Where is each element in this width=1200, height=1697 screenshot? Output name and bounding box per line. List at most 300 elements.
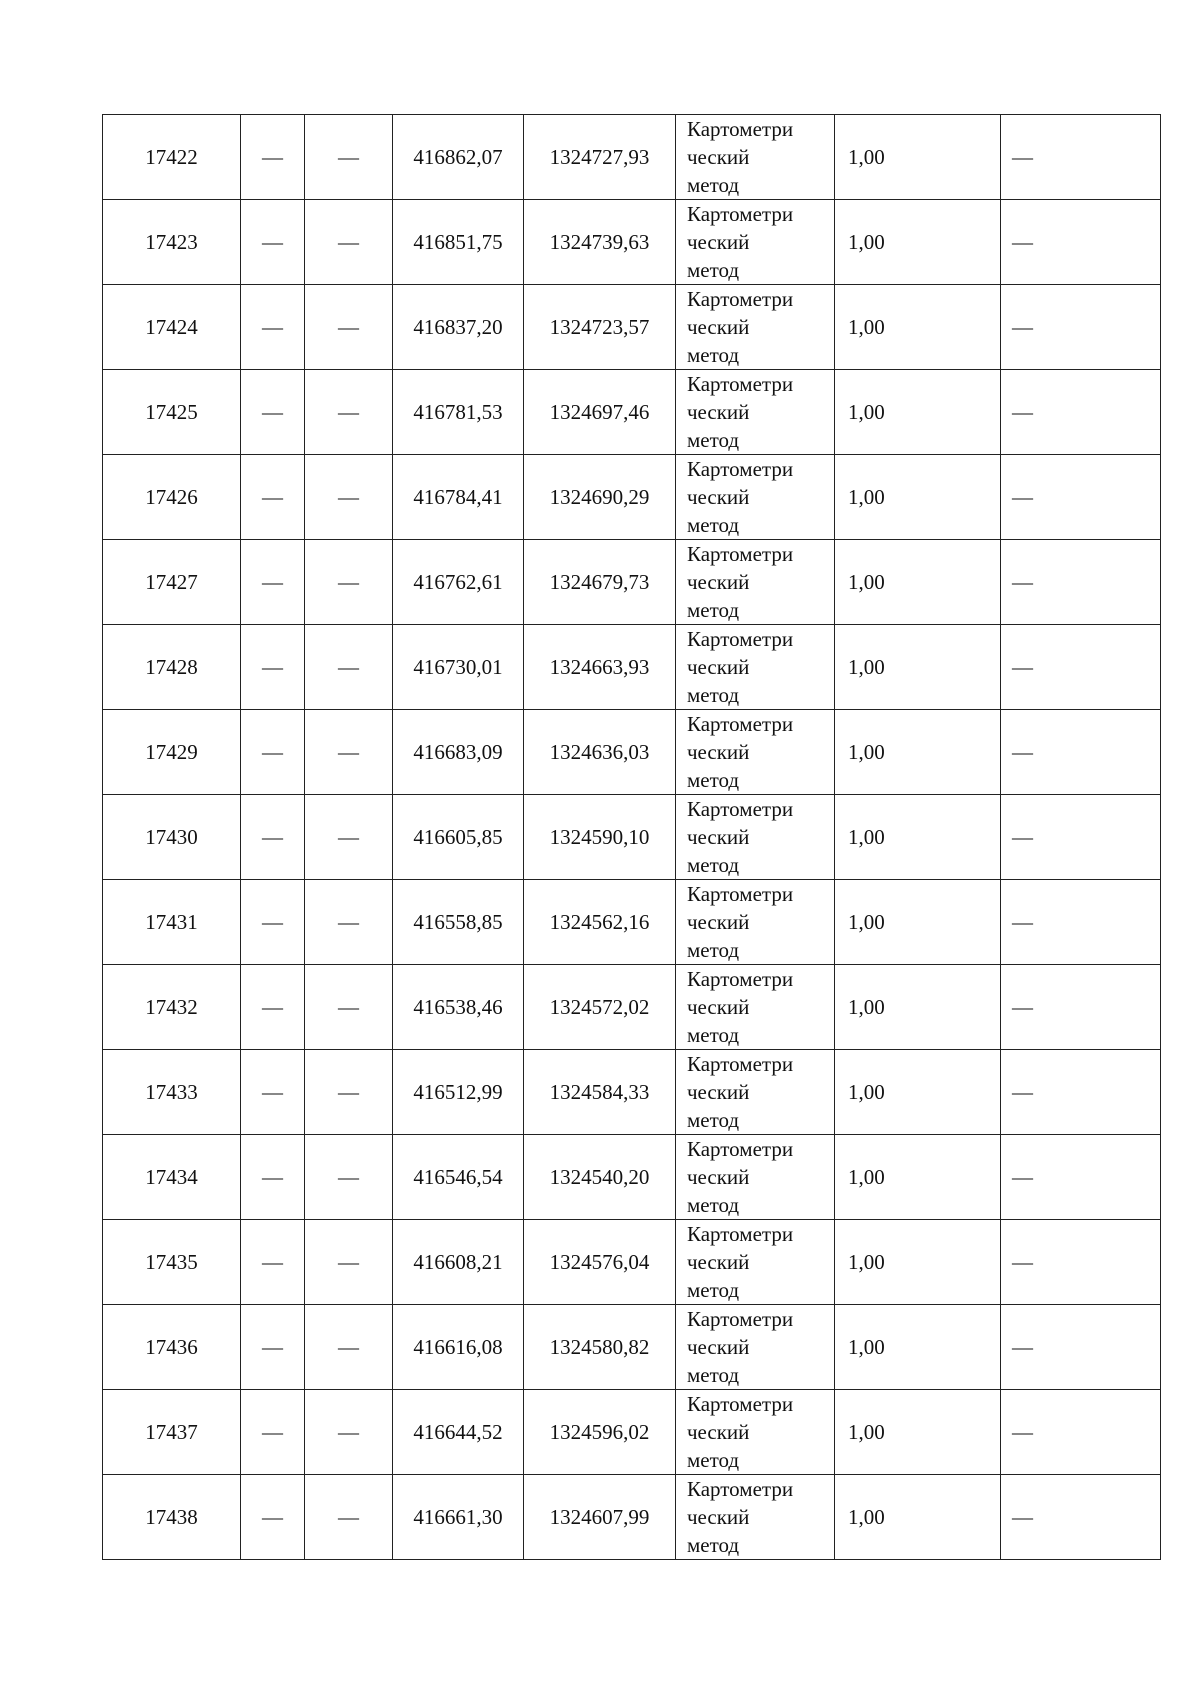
empty-dash-text: — xyxy=(338,315,359,339)
empty-dash-text: — xyxy=(262,400,283,424)
table-row xyxy=(103,880,1161,965)
accuracy-cell xyxy=(835,1135,1001,1220)
empty-dash-cell xyxy=(1001,370,1161,455)
empty-dash-cell xyxy=(241,1220,305,1305)
empty-dash-cell xyxy=(241,285,305,370)
empty-dash-text: — xyxy=(338,825,359,849)
accuracy-text: 1,00 xyxy=(848,400,885,424)
point-number-cell xyxy=(103,710,241,795)
point-number-text: 17423 xyxy=(145,230,198,254)
method-text-line: метод xyxy=(687,683,740,707)
coordinates-table xyxy=(102,114,1161,1560)
accuracy-text: 1,00 xyxy=(848,1505,885,1529)
method-cell xyxy=(676,1305,835,1390)
point-number-text: 17427 xyxy=(145,570,198,594)
empty-dash-text: — xyxy=(338,1420,359,1444)
method-text-line: метод xyxy=(687,1533,740,1557)
method-text-line: Картометри xyxy=(687,1307,794,1331)
empty-dash-cell xyxy=(305,880,393,965)
table-row xyxy=(103,285,1161,370)
method-text-line: Картометри xyxy=(687,372,794,396)
y-coordinate-text: 1324739,63 xyxy=(549,230,650,254)
y-coordinate-cell xyxy=(524,1220,676,1305)
x-coordinate-cell xyxy=(393,880,524,965)
method-cell xyxy=(676,1390,835,1475)
method-text-line: ческий xyxy=(687,825,750,849)
point-number-text: 17433 xyxy=(145,1080,198,1104)
method-text-line: метод xyxy=(687,258,740,282)
x-coordinate-text: 416837,20 xyxy=(413,315,503,339)
method-text-line: метод xyxy=(687,1363,740,1387)
empty-dash-cell xyxy=(305,200,393,285)
method-text-line: метод xyxy=(687,173,740,197)
method-text-line: Картометри xyxy=(687,797,794,821)
y-coordinate-text: 1324723,57 xyxy=(549,315,650,339)
method-cell xyxy=(676,455,835,540)
empty-dash-text: — xyxy=(262,995,283,1019)
empty-dash-cell xyxy=(241,540,305,625)
y-coordinate-text: 1324607,99 xyxy=(549,1505,650,1529)
table-row xyxy=(103,540,1161,625)
empty-dash-text: — xyxy=(338,910,359,934)
method-text-line: метод xyxy=(687,853,740,877)
point-number-cell xyxy=(103,880,241,965)
y-coordinate-cell xyxy=(524,1305,676,1390)
x-coordinate-text: 416605,85 xyxy=(413,825,503,849)
table-row xyxy=(103,1135,1161,1220)
empty-dash-cell xyxy=(241,1305,305,1390)
method-cell xyxy=(676,1475,835,1560)
empty-dash-cell xyxy=(305,1305,393,1390)
table-row xyxy=(103,710,1161,795)
empty-dash-cell xyxy=(305,370,393,455)
accuracy-text: 1,00 xyxy=(848,825,885,849)
empty-dash-cell xyxy=(241,710,305,795)
accuracy-text: 1,00 xyxy=(848,570,885,594)
y-coordinate-text: 1324580,82 xyxy=(549,1335,650,1359)
empty-dash-text: — xyxy=(338,995,359,1019)
method-text-line: метод xyxy=(687,428,740,452)
accuracy-cell xyxy=(835,1220,1001,1305)
x-coordinate-text: 416851,75 xyxy=(413,230,503,254)
empty-dash-text: — xyxy=(1012,485,1033,509)
empty-dash-text: — xyxy=(262,1165,283,1189)
point-number-cell xyxy=(103,1475,241,1560)
accuracy-cell xyxy=(835,200,1001,285)
empty-dash-text: — xyxy=(338,485,359,509)
point-number-text: 17426 xyxy=(145,485,198,509)
method-cell xyxy=(676,965,835,1050)
method-text-line: метод xyxy=(687,1023,740,1047)
point-number-cell xyxy=(103,455,241,540)
method-cell xyxy=(676,625,835,710)
empty-dash-text: — xyxy=(1012,655,1033,679)
method-text-line: ческий xyxy=(687,1420,750,1444)
accuracy-text: 1,00 xyxy=(848,1165,885,1189)
empty-dash-text: — xyxy=(1012,1335,1033,1359)
accuracy-text: 1,00 xyxy=(848,230,885,254)
empty-dash-text: — xyxy=(338,740,359,764)
method-text-line: ческий xyxy=(687,1080,750,1104)
method-text-line: ческий xyxy=(687,400,750,424)
table-row xyxy=(103,1220,1161,1305)
y-coordinate-text: 1324540,20 xyxy=(549,1165,650,1189)
x-coordinate-text: 416512,99 xyxy=(413,1080,503,1104)
table-row xyxy=(103,1475,1161,1560)
empty-dash-text: — xyxy=(1012,1165,1033,1189)
x-coordinate-cell xyxy=(393,370,524,455)
x-coordinate-cell xyxy=(393,285,524,370)
accuracy-cell xyxy=(835,1390,1001,1475)
method-text-line: ческий xyxy=(687,570,750,594)
empty-dash-text: — xyxy=(338,655,359,679)
empty-dash-cell xyxy=(1001,625,1161,710)
x-coordinate-cell xyxy=(393,965,524,1050)
y-coordinate-cell xyxy=(524,795,676,880)
empty-dash-text: — xyxy=(262,485,283,509)
method-text-line: метод xyxy=(687,343,740,367)
method-text-line: Картометри xyxy=(687,542,794,566)
point-number-cell xyxy=(103,200,241,285)
y-coordinate-text: 1324690,29 xyxy=(549,485,650,509)
y-coordinate-text: 1324576,04 xyxy=(549,1250,650,1274)
accuracy-text: 1,00 xyxy=(848,1250,885,1274)
x-coordinate-text: 416616,08 xyxy=(413,1335,503,1359)
accuracy-text: 1,00 xyxy=(848,740,885,764)
y-coordinate-text: 1324679,73 xyxy=(549,570,650,594)
empty-dash-cell xyxy=(305,115,393,200)
method-text-line: ческий xyxy=(687,655,750,679)
point-number-cell xyxy=(103,1220,241,1305)
empty-dash-cell xyxy=(305,625,393,710)
accuracy-cell xyxy=(835,795,1001,880)
method-text-line: Картометри xyxy=(687,202,794,226)
y-coordinate-cell xyxy=(524,965,676,1050)
empty-dash-text: — xyxy=(1012,910,1033,934)
x-coordinate-cell xyxy=(393,1305,524,1390)
empty-dash-cell xyxy=(305,455,393,540)
method-text-line: Картометри xyxy=(687,1392,794,1416)
empty-dash-cell xyxy=(241,1050,305,1135)
empty-dash-text: — xyxy=(338,1505,359,1529)
method-text-line: Картометри xyxy=(687,287,794,311)
empty-dash-text: — xyxy=(262,910,283,934)
accuracy-cell xyxy=(835,710,1001,795)
empty-dash-text: — xyxy=(262,315,283,339)
point-number-text: 17428 xyxy=(145,655,198,679)
empty-dash-text: — xyxy=(262,1335,283,1359)
y-coordinate-cell xyxy=(524,1135,676,1220)
y-coordinate-cell xyxy=(524,880,676,965)
x-coordinate-cell xyxy=(393,1220,524,1305)
empty-dash-text: — xyxy=(338,1250,359,1274)
empty-dash-cell xyxy=(241,1135,305,1220)
table-row xyxy=(103,1050,1161,1135)
empty-dash-cell xyxy=(305,1050,393,1135)
point-number-cell xyxy=(103,625,241,710)
x-coordinate-cell xyxy=(393,625,524,710)
empty-dash-text: — xyxy=(262,1420,283,1444)
empty-dash-cell xyxy=(1001,880,1161,965)
point-number-cell xyxy=(103,115,241,200)
accuracy-text: 1,00 xyxy=(848,1420,885,1444)
empty-dash-cell xyxy=(241,200,305,285)
empty-dash-cell xyxy=(305,965,393,1050)
empty-dash-text: — xyxy=(262,230,283,254)
empty-dash-text: — xyxy=(1012,1080,1033,1104)
x-coordinate-cell xyxy=(393,710,524,795)
empty-dash-cell xyxy=(241,1390,305,1475)
empty-dash-text: — xyxy=(338,400,359,424)
table-row xyxy=(103,1390,1161,1475)
empty-dash-cell xyxy=(1001,795,1161,880)
method-text-line: метод xyxy=(687,1108,740,1132)
empty-dash-text: — xyxy=(338,1335,359,1359)
y-coordinate-cell xyxy=(524,540,676,625)
empty-dash-cell xyxy=(1001,115,1161,200)
empty-dash-cell xyxy=(305,1475,393,1560)
x-coordinate-text: 416781,53 xyxy=(413,400,503,424)
method-cell xyxy=(676,1050,835,1135)
empty-dash-cell xyxy=(305,285,393,370)
method-text-line: ческий xyxy=(687,485,750,509)
method-text-line: ческий xyxy=(687,740,750,764)
accuracy-text: 1,00 xyxy=(848,1335,885,1359)
empty-dash-text: — xyxy=(262,570,283,594)
x-coordinate-text: 416730,01 xyxy=(413,655,503,679)
empty-dash-text: — xyxy=(262,655,283,679)
y-coordinate-cell xyxy=(524,1390,676,1475)
method-text-line: Картометри xyxy=(687,1477,794,1501)
empty-dash-text: — xyxy=(338,570,359,594)
method-text-line: метод xyxy=(687,1448,740,1472)
point-number-cell xyxy=(103,370,241,455)
x-coordinate-cell xyxy=(393,795,524,880)
x-coordinate-text: 416558,85 xyxy=(413,910,503,934)
table-body xyxy=(103,115,1161,1560)
y-coordinate-cell xyxy=(524,1050,676,1135)
accuracy-cell xyxy=(835,540,1001,625)
point-number-cell xyxy=(103,1305,241,1390)
method-cell xyxy=(676,200,835,285)
point-number-text: 17435 xyxy=(145,1250,198,1274)
method-text-line: метод xyxy=(687,1193,740,1217)
empty-dash-cell xyxy=(241,965,305,1050)
empty-dash-text: — xyxy=(1012,230,1033,254)
empty-dash-text: — xyxy=(1012,400,1033,424)
empty-dash-cell xyxy=(305,1220,393,1305)
point-number-cell xyxy=(103,965,241,1050)
method-text-line: ческий xyxy=(687,1250,750,1274)
accuracy-cell xyxy=(835,115,1001,200)
empty-dash-cell xyxy=(1001,200,1161,285)
x-coordinate-text: 416538,46 xyxy=(413,995,503,1019)
point-number-text: 17437 xyxy=(145,1420,198,1444)
empty-dash-text: — xyxy=(1012,145,1033,169)
point-number-cell xyxy=(103,795,241,880)
method-cell xyxy=(676,795,835,880)
x-coordinate-text: 416683,09 xyxy=(413,740,503,764)
accuracy-cell xyxy=(835,965,1001,1050)
point-number-cell xyxy=(103,1050,241,1135)
empty-dash-cell xyxy=(305,1390,393,1475)
empty-dash-cell xyxy=(241,795,305,880)
y-coordinate-text: 1324636,03 xyxy=(549,740,650,764)
empty-dash-cell xyxy=(305,1135,393,1220)
point-number-text: 17429 xyxy=(145,740,198,764)
accuracy-text: 1,00 xyxy=(848,145,885,169)
point-number-text: 17434 xyxy=(145,1165,198,1189)
empty-dash-cell xyxy=(1001,1135,1161,1220)
accuracy-cell xyxy=(835,1305,1001,1390)
empty-dash-cell xyxy=(305,795,393,880)
method-text-line: ческий xyxy=(687,995,750,1019)
accuracy-text: 1,00 xyxy=(848,910,885,934)
y-coordinate-cell xyxy=(524,455,676,540)
method-text-line: Картометри xyxy=(687,882,794,906)
method-cell xyxy=(676,370,835,455)
accuracy-cell xyxy=(835,880,1001,965)
method-text-line: Картометри xyxy=(687,1052,794,1076)
method-text-line: Картометри xyxy=(687,1137,794,1161)
table-row xyxy=(103,1305,1161,1390)
point-number-cell xyxy=(103,1135,241,1220)
document-page xyxy=(102,114,1161,1560)
point-number-cell xyxy=(103,285,241,370)
point-number-text: 17430 xyxy=(145,825,198,849)
empty-dash-text: — xyxy=(1012,315,1033,339)
method-text-line: Картометри xyxy=(687,627,794,651)
point-number-text: 17422 xyxy=(145,145,198,169)
method-text-line: Картометри xyxy=(687,712,794,736)
empty-dash-cell xyxy=(1001,1050,1161,1135)
empty-dash-cell xyxy=(1001,1305,1161,1390)
point-number-text: 17431 xyxy=(145,910,198,934)
empty-dash-cell xyxy=(241,115,305,200)
method-cell xyxy=(676,1220,835,1305)
x-coordinate-text: 416546,54 xyxy=(413,1165,503,1189)
empty-dash-text: — xyxy=(1012,995,1033,1019)
point-number-cell xyxy=(103,540,241,625)
empty-dash-text: — xyxy=(338,1165,359,1189)
empty-dash-text: — xyxy=(338,145,359,169)
empty-dash-cell xyxy=(1001,455,1161,540)
method-text-line: ческий xyxy=(687,145,750,169)
y-coordinate-cell xyxy=(524,625,676,710)
method-text-line: метод xyxy=(687,1278,740,1302)
method-text-line: ческий xyxy=(687,230,750,254)
method-cell xyxy=(676,115,835,200)
table-row xyxy=(103,370,1161,455)
x-coordinate-cell xyxy=(393,1475,524,1560)
method-text-line: метод xyxy=(687,768,740,792)
accuracy-cell xyxy=(835,1475,1001,1560)
empty-dash-cell xyxy=(1001,285,1161,370)
method-text-line: Картометри xyxy=(687,1222,794,1246)
y-coordinate-text: 1324562,16 xyxy=(549,910,650,934)
method-text-line: ческий xyxy=(687,315,750,339)
y-coordinate-cell xyxy=(524,1475,676,1560)
accuracy-cell xyxy=(835,285,1001,370)
x-coordinate-cell xyxy=(393,455,524,540)
y-coordinate-text: 1324584,33 xyxy=(549,1080,650,1104)
x-coordinate-cell xyxy=(393,115,524,200)
y-coordinate-cell xyxy=(524,710,676,795)
x-coordinate-cell xyxy=(393,1050,524,1135)
method-text-line: метод xyxy=(687,938,740,962)
empty-dash-cell xyxy=(1001,1475,1161,1560)
empty-dash-text: — xyxy=(1012,825,1033,849)
x-coordinate-cell xyxy=(393,200,524,285)
empty-dash-cell xyxy=(1001,1220,1161,1305)
method-text-line: метод xyxy=(687,513,740,537)
x-coordinate-cell xyxy=(393,1135,524,1220)
empty-dash-text: — xyxy=(1012,1420,1033,1444)
table-row xyxy=(103,200,1161,285)
accuracy-cell xyxy=(835,455,1001,540)
y-coordinate-cell xyxy=(524,370,676,455)
y-coordinate-text: 1324590,10 xyxy=(549,825,650,849)
point-number-text: 17425 xyxy=(145,400,198,424)
x-coordinate-text: 416862,07 xyxy=(413,145,503,169)
table-row xyxy=(103,795,1161,880)
empty-dash-text: — xyxy=(338,230,359,254)
empty-dash-text: — xyxy=(1012,740,1033,764)
method-cell xyxy=(676,710,835,795)
y-coordinate-cell xyxy=(524,200,676,285)
method-text-line: Картометри xyxy=(687,457,794,481)
point-number-text: 17424 xyxy=(145,315,198,339)
empty-dash-cell xyxy=(241,455,305,540)
empty-dash-text: — xyxy=(1012,570,1033,594)
method-text-line: ческий xyxy=(687,1505,750,1529)
empty-dash-cell xyxy=(241,880,305,965)
method-text-line: Картометри xyxy=(687,117,794,141)
table-row xyxy=(103,965,1161,1050)
empty-dash-text: — xyxy=(1012,1505,1033,1529)
y-coordinate-cell xyxy=(524,285,676,370)
method-cell xyxy=(676,1135,835,1220)
y-coordinate-text: 1324697,46 xyxy=(549,400,650,424)
empty-dash-cell xyxy=(305,540,393,625)
accuracy-cell xyxy=(835,370,1001,455)
point-number-text: 17436 xyxy=(145,1335,198,1359)
point-number-text: 17438 xyxy=(145,1505,198,1529)
accuracy-cell xyxy=(835,1050,1001,1135)
y-coordinate-text: 1324663,93 xyxy=(549,655,650,679)
empty-dash-cell xyxy=(241,370,305,455)
x-coordinate-cell xyxy=(393,1390,524,1475)
accuracy-cell xyxy=(835,625,1001,710)
x-coordinate-cell xyxy=(393,540,524,625)
y-coordinate-text: 1324572,02 xyxy=(549,995,650,1019)
accuracy-text: 1,00 xyxy=(848,655,885,679)
empty-dash-text: — xyxy=(262,1505,283,1529)
y-coordinate-cell xyxy=(524,115,676,200)
method-text-line: метод xyxy=(687,598,740,622)
empty-dash-text: — xyxy=(262,1250,283,1274)
accuracy-text: 1,00 xyxy=(848,995,885,1019)
empty-dash-text: — xyxy=(262,825,283,849)
accuracy-text: 1,00 xyxy=(848,485,885,509)
x-coordinate-text: 416608,21 xyxy=(413,1250,503,1274)
empty-dash-cell xyxy=(1001,540,1161,625)
method-text-line: ческий xyxy=(687,910,750,934)
empty-dash-text: — xyxy=(338,1080,359,1104)
x-coordinate-text: 416784,41 xyxy=(413,485,503,509)
method-cell xyxy=(676,540,835,625)
y-coordinate-text: 1324596,02 xyxy=(549,1420,650,1444)
